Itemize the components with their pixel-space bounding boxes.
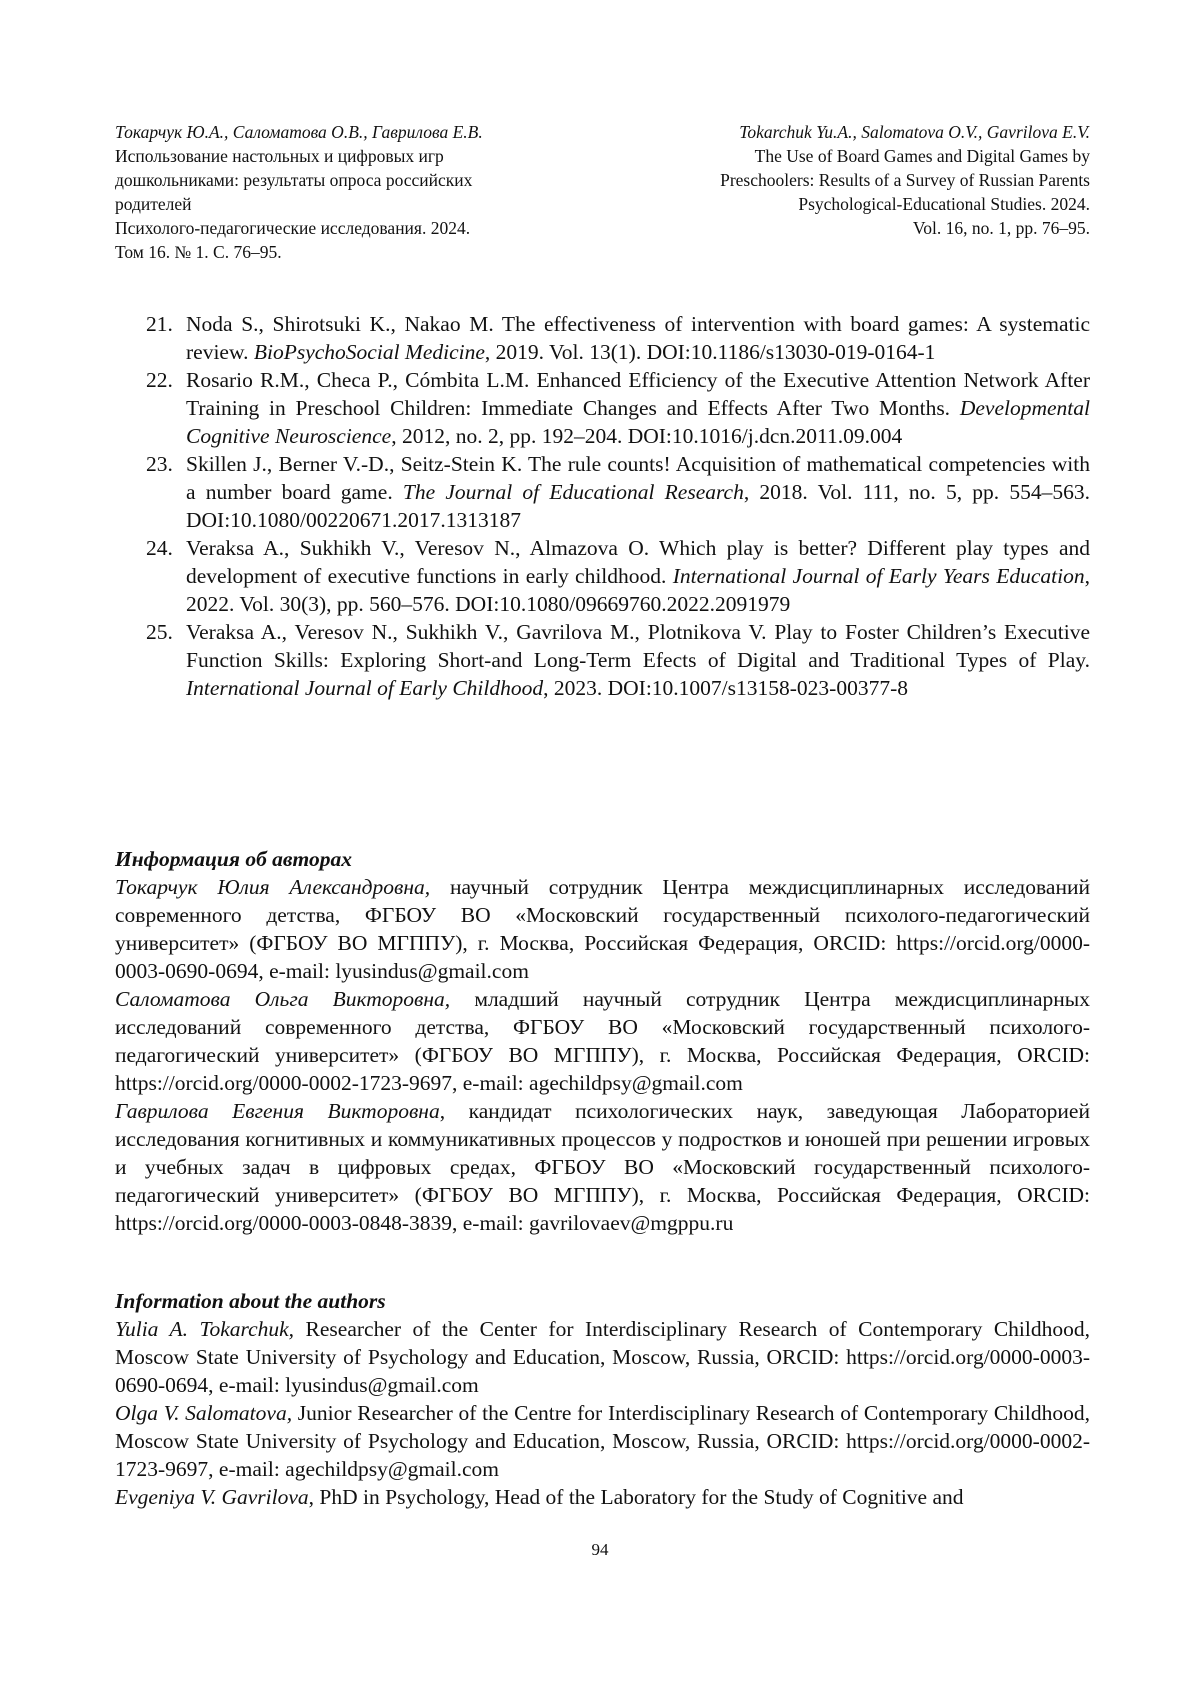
journal-title: Developmental Cognitive Neuroscience bbox=[186, 396, 1090, 448]
author-name: Токарчук Юлия Александровна, bbox=[115, 875, 431, 899]
author-entry: Yulia A. Tokarchuk, Researcher of the Center for Interdisciplinary Research of Contemporary Childhood, Moscow State University of Psychology and Education, Moscow, Russia, ORCID: https://orcid.org/0000-0003-0690-0694, e-mail: lyusindus@gmail.com bbox=[115, 1317, 1091, 1397]
author-entry: Evgeniya V. Gavrilova, PhD in Psychology, Head of the Laboratory for the Study of Cognitive and bbox=[115, 1485, 964, 1509]
header-line: Том 16. № 1. С. 76–95. bbox=[115, 242, 282, 262]
reference-number: 25. bbox=[146, 620, 173, 644]
reference-item bbox=[146, 534, 1090, 618]
reference-text: Rosario R.M., Checa P., Cómbita L.M. Enhanced Efficiency of the Executive Attention Network After Training in Preschool Children: Immediate Changes and Effects After Two Months. Developmental Cognitive Neuroscience, 2012, no. 2, pp. 192–204. DOI:10.1016/j.dcn.2011.09.004 bbox=[186, 368, 1090, 448]
section-heading-en: Information about the authors bbox=[115, 1289, 386, 1313]
author-entry: Саломатова Ольга Викторовна, младший научный сотрудник Центра междисциплинарных исследований современного детства, ФГБОУ ВО «Московский государственный психолого-педагогический университет» (ФГБОУ ВО МГППУ), г. Москва, Российская Федерация, ORCID: https://orcid.org/0000-0002-1723-9697, e-mail: agechildpsy@gmail.com bbox=[115, 987, 1091, 1095]
author-entry: Токарчук Юлия Александровна, научный сотрудник Центра междисциплинарных исследований современного детства, ФГБОУ ВО «Московский государственный психолого-педагогический университет» (ФГБОУ ВО МГППУ), г. Москва, Российская Федерация, ORCID: https://orcid.org/0000-0003-0690-0694, e-mail: lyusindus@gmail.com bbox=[115, 875, 1090, 983]
author-info-ru bbox=[115, 845, 1090, 1237]
reference-text: Veraksa A., Veresov N., Sukhikh V., Gavrilova M., Plotnikova V. Play to Foster Children’s Executive Function Skills: Exploring Short-and Long-Term Efects of Digital and Traditional Types of Play. International Journal of Early Childhood, 2023. DOI:10.1007/s13158-023-00377-8 bbox=[186, 620, 1090, 700]
reference-text: Veraksa A., Sukhikh V., Veresov N., Almazova O. Which play is better? Different play types and development of executive functions in early childhood. International Journal of Early Years Education, 2022. Vol. 30(3), pp. 560–576. DOI:10.1080/09669760.2022.2091979 bbox=[186, 536, 1090, 616]
running-header-en bbox=[620, 120, 1090, 240]
reference-number: 21. bbox=[146, 312, 173, 336]
header-line: Использование настольных и цифровых игр bbox=[115, 146, 444, 166]
header-line: Preschoolers: Results of a Survey of Russian Parents bbox=[720, 170, 1090, 190]
page-number: 94 bbox=[591, 1540, 609, 1559]
header-line: The Use of Board Games and Digital Games by bbox=[754, 146, 1090, 166]
author-entry: Гаврилова Евгения Викторовна, кандидат психологических наук, заведующая Лабораторией исследования когнитивных и коммуникативных процессов у подростков и юношей при решении игровых и учебных задач в цифровых средах, ФГБОУ ВО «Московский государственный психолого-педагогический университет» (ФГБОУ ВО МГППУ), г. Москва, Российская Федерация, ORCID: https://orcid.org/0000-0003-0848-3839, e-mail: gavrilovaev@mgppu.ru bbox=[115, 1099, 1090, 1235]
reference-list bbox=[146, 310, 1090, 702]
author-name: Olga V. Salomatova, bbox=[115, 1401, 293, 1425]
running-header-ru bbox=[115, 120, 585, 264]
author-name: Evgeniya V. Gavrilova bbox=[115, 1485, 309, 1509]
reference-number: 22. bbox=[146, 368, 173, 392]
reference-item bbox=[146, 366, 1090, 450]
header-line: дошкольниками: результаты опроса российских bbox=[115, 170, 473, 190]
reference-text: Noda S., Shirotsuki K., Nakao M. The effectiveness of intervention with board games: A systematic review. BioPsychoSocial Medicine, 2019. Vol. 13(1). DOI:10.1186/s13030-019-0164-1 bbox=[186, 312, 1090, 364]
author-name: Yulia A. Tokarchuk, bbox=[115, 1317, 295, 1341]
author-entry: Olga V. Salomatova, Junior Researcher of the Centre for Interdisciplinary Research of Contemporary Childhood, Moscow State University of Psychology and Education, Moscow, Russia, ORCID: https://orcid.org/0000-0002-1723-9697, e-mail: agechildpsy@gmail.com bbox=[115, 1401, 1090, 1481]
header-line: Vol. 16, no. 1, pp. 76–95. bbox=[912, 218, 1090, 238]
journal-title: International Journal of Early Years Education bbox=[672, 564, 1085, 588]
journal-title: The Journal of Educational Research bbox=[402, 480, 744, 504]
reference-number: 24. bbox=[146, 536, 173, 560]
header-authors-ru: Токарчук Ю.А., Саломатова О.В., Гаврилова Е.В. bbox=[115, 122, 483, 142]
journal-title: International Journal of Early Childhood bbox=[186, 676, 544, 700]
reference-text: Skillen J., Berner V.-D., Seitz-Stein K. The rule counts! Acquisition of mathematical competencies with a number board game. The Journal of Educational Research, 2018. Vol. 111, no. 5, pp. 554–563. DOI:10.1080/00220671.2017.1313187 bbox=[186, 452, 1090, 532]
header-authors-en: Tokarchuk Yu.A., Salomatova O.V., Gavrilova E.V. bbox=[739, 122, 1090, 142]
author-name: Саломатова Ольга Викторовна, bbox=[115, 987, 451, 1011]
header-line: Психолого-педагогические исследования. 2024. bbox=[115, 218, 471, 238]
reference-item bbox=[146, 450, 1090, 534]
reference-item bbox=[146, 310, 1090, 366]
reference-item bbox=[146, 618, 1090, 702]
header-line: Psychological-Educational Studies. 2024. bbox=[798, 194, 1090, 214]
author-name: Гаврилова Евгения Викторовна bbox=[115, 1099, 440, 1123]
section-heading-ru: Информация об авторах bbox=[115, 847, 352, 871]
header-line: родителей bbox=[115, 194, 192, 214]
author-info-en bbox=[115, 1287, 1090, 1511]
journal-title: BioPsychoSocial Medicine bbox=[253, 340, 485, 364]
reference-number: 23. bbox=[146, 452, 173, 476]
